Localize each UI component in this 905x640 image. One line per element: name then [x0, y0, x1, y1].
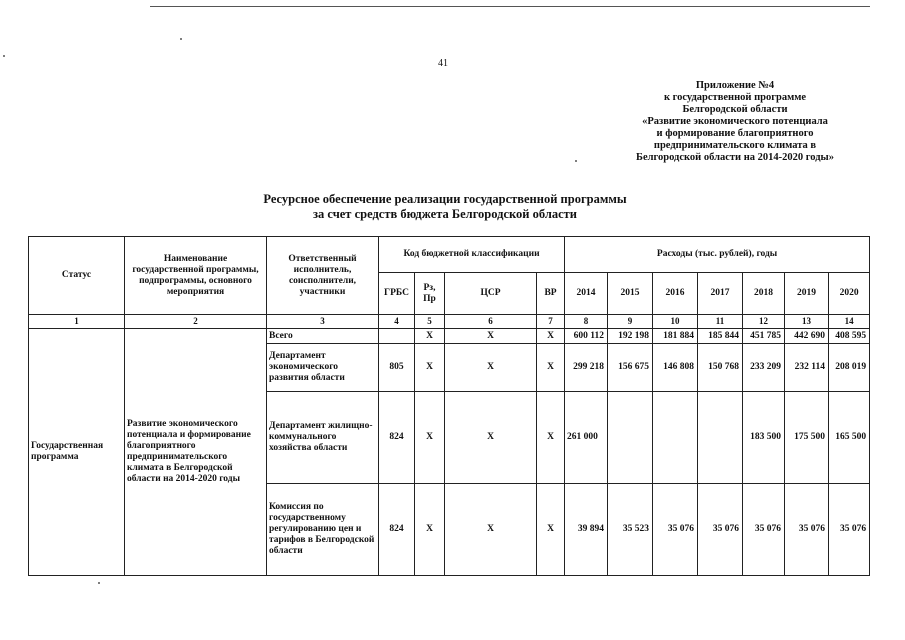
participant-cell: Комиссия по государственному регулированию цен и тарифов в Белгородской области — [267, 484, 379, 576]
header-status: Статус — [29, 237, 125, 315]
value-cell: 175 500 — [785, 392, 829, 484]
grbs-cell — [379, 329, 415, 344]
document-title — [200, 192, 690, 222]
header-year: 2018 — [743, 273, 785, 315]
appendix-line: «Развитие экономического потенциала — [642, 116, 828, 127]
vr-cell: X — [537, 329, 565, 344]
appendix-line: Приложение №4 — [695, 80, 775, 91]
vr-cell: X — [537, 484, 565, 576]
value-cell: 181 884 — [653, 329, 698, 344]
appendix-line: и формирование благоприятного — [656, 128, 814, 139]
value-cell: 442 690 — [785, 329, 829, 344]
resource-table — [28, 236, 870, 576]
column-number: 3 — [267, 315, 379, 329]
vr-cell: X — [537, 392, 565, 484]
appendix-note — [605, 80, 865, 164]
header-csr: ЦСР — [445, 273, 537, 315]
header-grbs: ГРБС — [379, 273, 415, 315]
value-cell — [653, 392, 698, 484]
participant-cell: Всего — [267, 329, 379, 344]
appendix-line: Белгородской области — [682, 104, 788, 115]
column-number-row — [29, 315, 870, 329]
rz-pr-cell: X — [415, 329, 445, 344]
csr-cell: X — [445, 329, 537, 344]
value-cell: 35 076 — [698, 484, 743, 576]
column-number: 5 — [415, 315, 445, 329]
column-number: 10 — [653, 315, 698, 329]
value-cell: 208 019 — [829, 344, 870, 392]
value-cell: 150 768 — [698, 344, 743, 392]
scan-speck — [3, 55, 5, 57]
csr-cell: X — [445, 344, 537, 392]
participant-cell: Департамент жилищно-коммунального хозяйства области — [267, 392, 379, 484]
column-number: 9 — [608, 315, 653, 329]
header-budget-code: Код бюджетной классификации — [379, 237, 565, 273]
appendix-line: к государственной программе — [663, 92, 807, 103]
scan-speck — [180, 38, 182, 40]
table-row — [29, 329, 870, 344]
grbs-cell: 824 — [379, 484, 415, 576]
value-cell: 261 000 — [565, 392, 608, 484]
value-cell: 146 808 — [653, 344, 698, 392]
column-number: 14 — [829, 315, 870, 329]
header-year: 2019 — [785, 273, 829, 315]
vr-cell: X — [537, 344, 565, 392]
header-year: 2015 — [608, 273, 653, 315]
value-cell: 35 076 — [785, 484, 829, 576]
column-number: 2 — [125, 315, 267, 329]
header-name: Наименование государственной программы, подпрограммы, основного мероприятия — [125, 237, 267, 315]
header-vr: ВР — [537, 273, 565, 315]
column-number: 11 — [698, 315, 743, 329]
rz-pr-cell: X — [415, 484, 445, 576]
value-cell: 35 076 — [653, 484, 698, 576]
column-number: 7 — [537, 315, 565, 329]
title-line: Ресурсное обеспечение реализации государственной программы — [263, 192, 627, 206]
appendix-line: Белгородской области на 2014-2020 годы» — [636, 152, 834, 163]
header-year: 2016 — [653, 273, 698, 315]
page-number: 41 — [438, 58, 448, 69]
value-cell: 185 844 — [698, 329, 743, 344]
rz-pr-cell: X — [415, 392, 445, 484]
grbs-cell: 824 — [379, 392, 415, 484]
column-number: 12 — [743, 315, 785, 329]
header-expenses: Расходы (тыс. рублей), годы — [565, 237, 870, 273]
value-cell: 156 675 — [608, 344, 653, 392]
scan-top-line — [150, 6, 870, 7]
rz-pr-cell: X — [415, 344, 445, 392]
value-cell: 192 198 — [608, 329, 653, 344]
header-row — [29, 237, 870, 273]
header-rz-pr: Рз, Пр — [415, 273, 445, 315]
value-cell: 183 500 — [743, 392, 785, 484]
header-year: 2017 — [698, 273, 743, 315]
value-cell: 451 785 — [743, 329, 785, 344]
appendix-line: предпринимательского климата в — [653, 140, 817, 151]
value-cell: 233 209 — [743, 344, 785, 392]
program-status: Государственная программа — [29, 329, 125, 576]
value-cell: 299 218 — [565, 344, 608, 392]
value-cell: 165 500 — [829, 392, 870, 484]
column-number: 1 — [29, 315, 125, 329]
scan-speck — [98, 582, 100, 584]
header-responsible: Ответственный исполнитель, соисполнители, участники — [267, 237, 379, 315]
value-cell: 232 114 — [785, 344, 829, 392]
value-cell: 35 076 — [743, 484, 785, 576]
value-cell — [608, 392, 653, 484]
value-cell: 600 112 — [565, 329, 608, 344]
value-cell: 35 523 — [608, 484, 653, 576]
csr-cell: X — [445, 392, 537, 484]
value-cell: 35 076 — [829, 484, 870, 576]
csr-cell: X — [445, 484, 537, 576]
scan-speck — [575, 160, 577, 162]
participant-cell: Департамент экономического развития области — [267, 344, 379, 392]
column-number: 8 — [565, 315, 608, 329]
title-line: за счет средств бюджета Белгородской области — [313, 207, 577, 221]
column-number: 4 — [379, 315, 415, 329]
header-year: 2020 — [829, 273, 870, 315]
value-cell — [698, 392, 743, 484]
program-name: Развитие экономического потенциала и формирование благоприятного предпринимательского климата в Белгородской области на 2014-2020 годы — [125, 329, 267, 576]
value-cell: 39 894 — [565, 484, 608, 576]
value-cell: 408 595 — [829, 329, 870, 344]
column-number: 6 — [445, 315, 537, 329]
header-year: 2014 — [565, 273, 608, 315]
column-number: 13 — [785, 315, 829, 329]
grbs-cell: 805 — [379, 344, 415, 392]
